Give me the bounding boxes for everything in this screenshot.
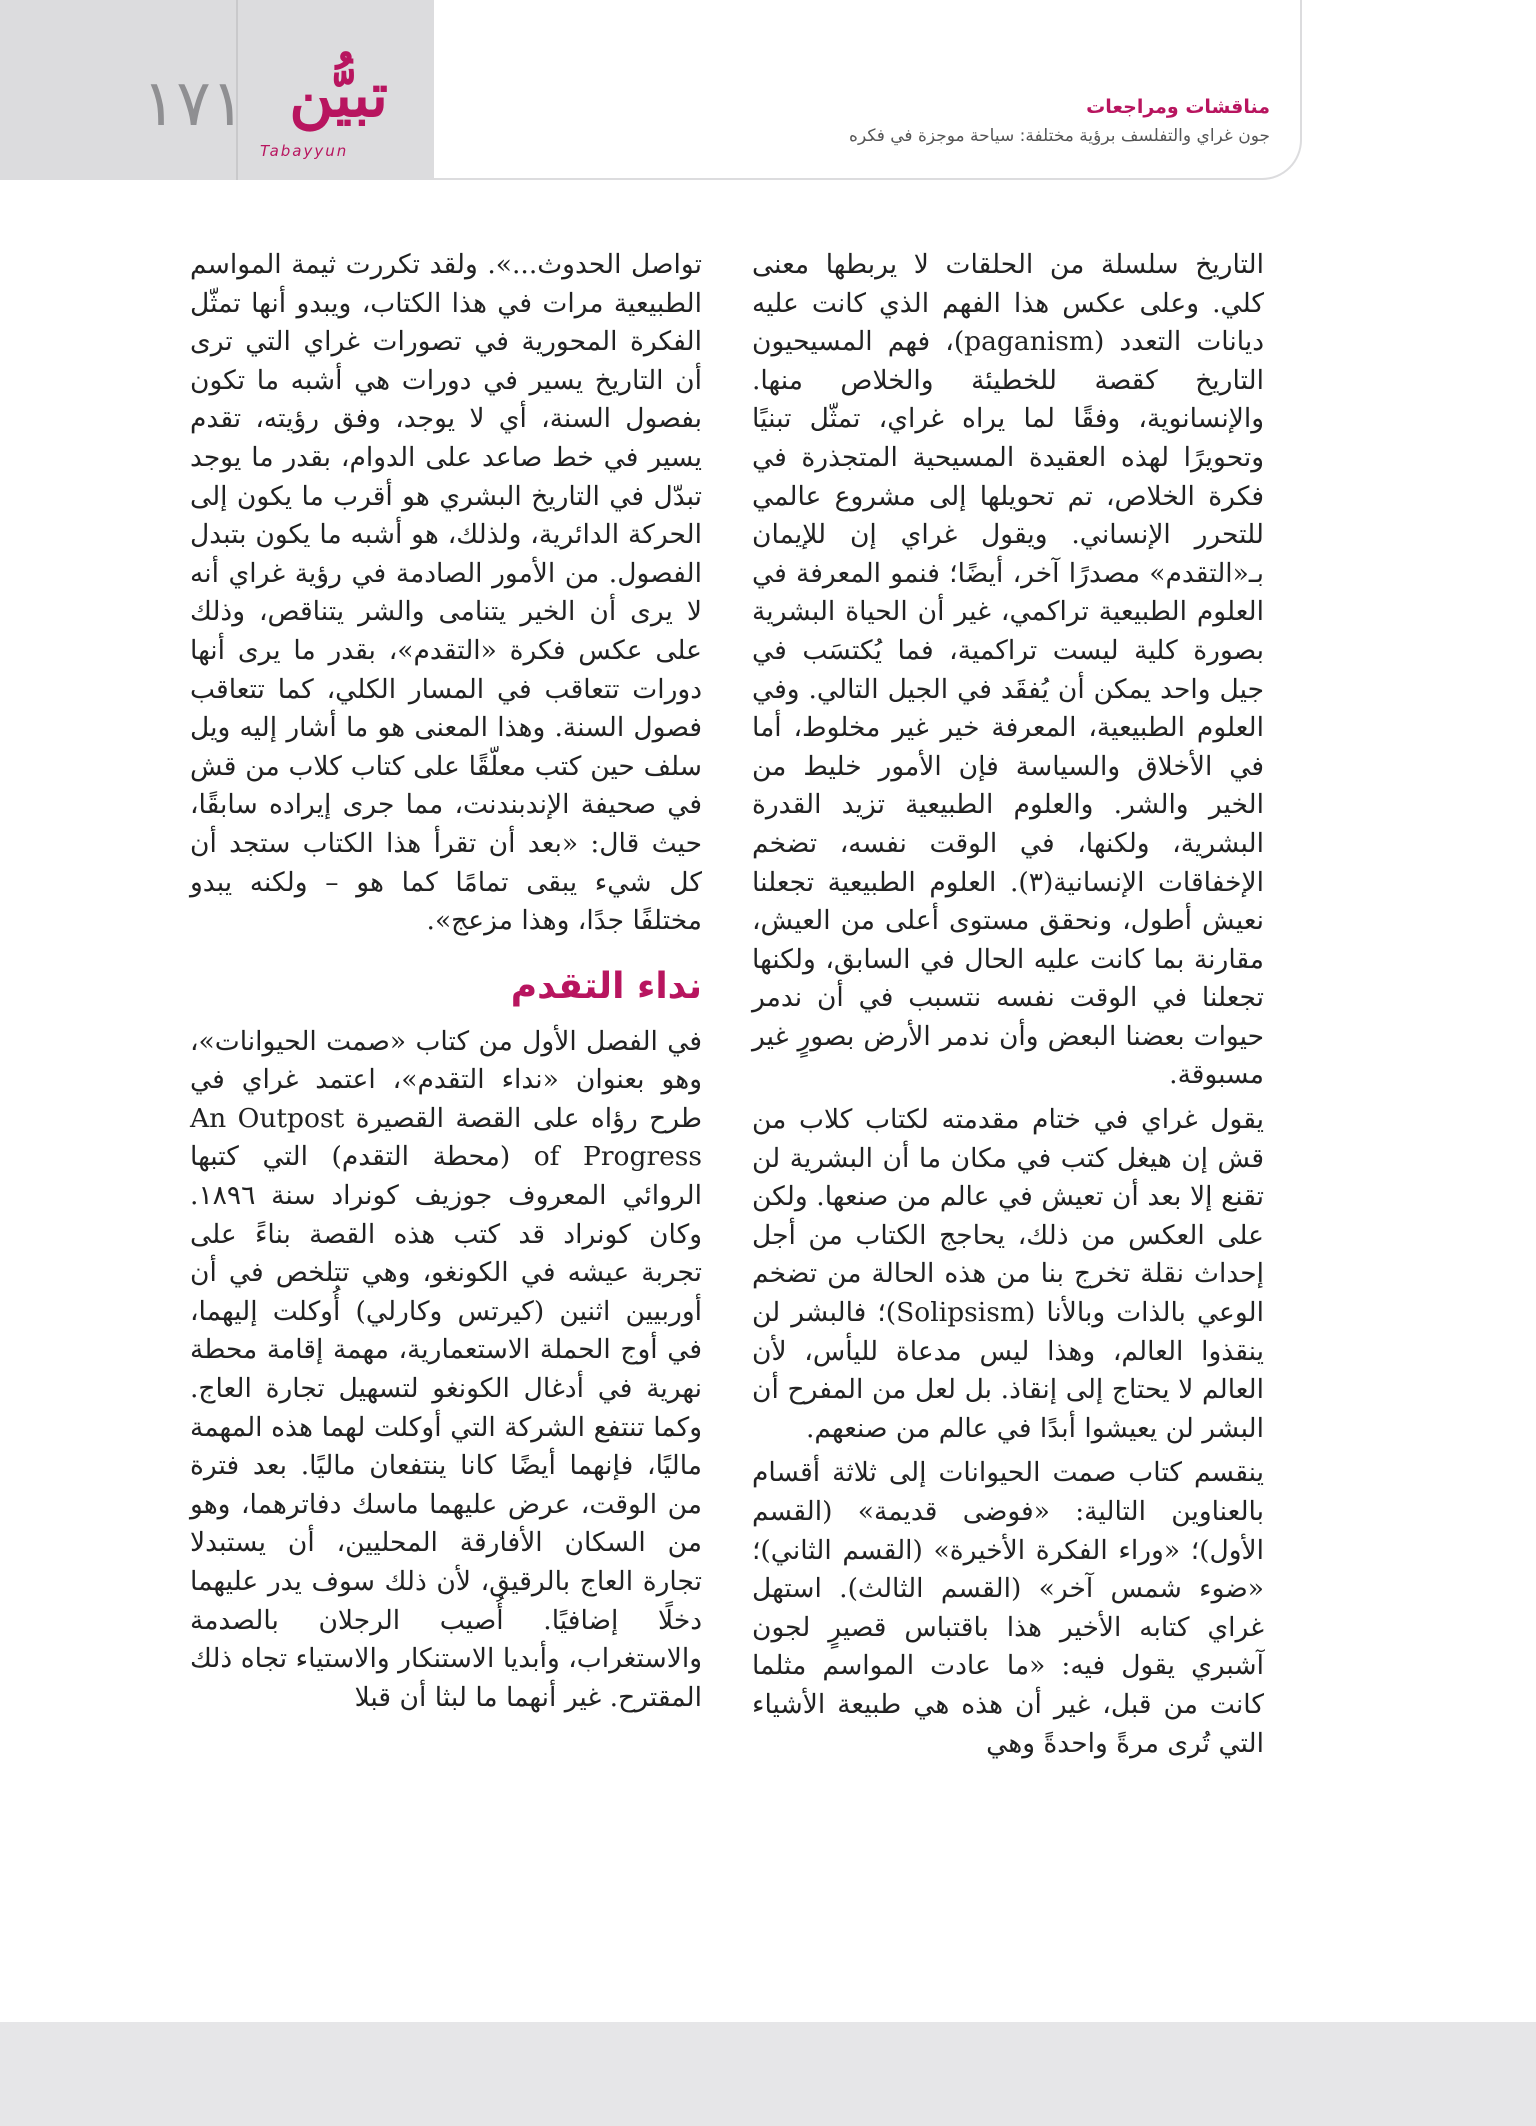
page-number: ١٧١: [142, 67, 246, 141]
article-title: جون غراي والتفلسف برؤية مختلفة: سياحة موجزة في فكره: [849, 126, 1270, 146]
paragraph: التاريخ سلسلة من الحلقات لا يربطها معنى كلي. وعلى عكس هذا الفهم الذي كانت عليه ديانات التعدد (paganism)، فهم المسيحيون التاريخ كقصة للخطيئة والخلاص منها. والإنسانوية، وفقًا لما يراه غراي، تمثّل تبنيًا وتحويرًا لهذه العقيدة المسيحية المتجذرة في فكرة الخلاص، تم تحويلها إلى مشروع عالمي للتحرر الإنساني. ويقول غراي إن للإيمان بـ«التقدم» مصدرًا آخر، أيضًا؛ فنمو المعرفة في العلوم الطبيعية تراكمي، غير أن الحياة البشرية بصورة كلية ليست تراكمية، فما يُكتسَب في جيل واحد يمكن أن يُفقَد في الجيل التالي. وفي العلوم الطبيعية، المعرفة خير غير مخلوط، أما في الأخلاق والسياسة فإن الأمور خليط من الخير والشر. والعلوم الطبيعية تزيد القدرة البشرية، ولكنها، في الوقت نفسه، تضخم الإخفاقات الإنسانية(٣). العلوم الطبيعية تجعلنا نعيش أطول، ونحقق مستوى أعلى من العيش، مقارنة بما كانت عليه الحال في السابق، ولكنها تجعلنا في الوقت نفسه نتسبب في أن ندمر حيوات بعضنا البعض وأن ندمر الأرض بصورٍ غير مسبوقة.: [752, 249, 1264, 1091]
header-title-panel: [434, 0, 1302, 180]
section-title: مناقشات ومراجعات: [1086, 96, 1270, 118]
text-column-left: [190, 246, 702, 1723]
paragraph: ينقسم كتاب صمت الحيوانات إلى ثلاثة أقسام بالعناوين التالية: «فوضى قديمة» (القسم الأول)؛ «وراء الفكرة الأخيرة» (القسم الثاني)؛ «ضوء شمس آخر» (القسم الثالث). استهل غراي كتابه الأخير هذا باقتباس قصيرٍ لجون آشبري يقول فيه: «ما عادت المواسم مثلما كانت من قبل، غير أن هذه هي طبيعة الأشياء التي تُرى مرةً واحدةً وهي: [752, 1457, 1264, 1759]
tabayyun-logo: [252, 61, 402, 166]
paragraph: تواصل الحدوث...». ولقد تكررت ثيمة المواسم الطبيعية مرات في هذا الكتاب، ويبدو أنها تمثّل الفكرة المحورية في تصورات غراي التي ترى أن التاريخ يسير في دورات هي أشبه ما تكون بفصول السنة، أي لا يوجد، وفق رؤيته، تقدم يسير في خط صاعد على الدوام، بقدر ما يوجد تبدّل في التاريخ البشري هو أقرب ما يكون إلى الحركة الدائرية، ولذلك، هو أشبه ما يكون بتبدل الفصول. من الأمور الصادمة في رؤية غراي أنه لا يرى أن الخير يتنامى والشر يتناقص، وذلك على عكس فكرة «التقدم»، بقدر ما يرى أنها دورات تتعاقب في المسار الكلي، كما تتعاقب فصول السنة. وهذا المعنى هو ما أشار إليه ويل سلف حين كتب معلّقًا على كتاب كلاب من قش في صحيفة الإندبندنت، مما جرى إيراده سابقًا، حيث قال: «بعد أن تقرأ هذا الكتاب ستجد أن كل شيء يبقى تمامًا كما هو – ولكنه يبدو مختلفًا جدًا، وهذا مزعج».: [190, 249, 702, 937]
text-column-right: [752, 246, 1264, 1769]
paragraph: يقول غراي في ختام مقدمته لكتاب كلاب من قش إن هيغل كتب في مكان ما أن البشرية لن تقنع إلا بعد أن تعيش في عالم من صنعها. ولكن على العكس من ذلك، يحاجج الكتاب من أجل إحداث نقلة تخرج بنا من هذه الحالة من تضخم الوعي بالذات وبالأنا (Solipsism)؛ فالبشر لن ينقذوا العالم، وهذا ليس مدعاة لليأس، لأن العالم لا يحتاج إلى إنقاذ. بل لعل من المفرح أن البشر لن يعيشوا أبدًا في عالم من صنعهم.: [752, 1104, 1264, 1444]
paragraph: في الفصل الأول من كتاب «صمت الحيوانات»، وهو بعنوان «نداء التقدم»، اعتمد غراي في طرح رؤاه على القصة القصيرة An Outpost of Progress (محطة التقدم) التي كتبها الروائي المعروف جوزيف كونراد سنة ١٨٩٦. وكان كونراد قد كتب هذه القصة بناءً على تجربة عيشه في الكونغو، وهي تتلخص في أن أوربيين اثنين (كيرتس وكارلي) أُوكلت إليهما، في أوج الحملة الاستعمارية، مهمة إقامة محطة نهرية في أدغال الكونغو لتسهيل تجارة العاج. وكما تنتفع الشركة التي أوكلت لهما هذه المهمة ماليًا، فإنهما أيضًا كانا ينتفعان ماليًا. بعد فترة من الوقت، عرض عليهما ماسك دفاترهما، وهو من السكان الأفارقة المحليين، أن يستبدلا تجارة العاج بالرقيق، لأن ذلك سوف يدر عليهما دخلًا إضافيًا. أُصيب الرجلان بالصدمة والاستغراب، وأبديا الاستنكار والاستياء تجاه ذلك المقترح. غير أنهما ما لبثا أن قبلا: [190, 1025, 702, 1713]
logo-latin-text: Tabayyun: [260, 142, 349, 160]
section-subheading: نداء التقدم: [510, 965, 702, 1007]
logo-arabic-text: تبيُّن: [289, 61, 388, 131]
footer-band: [0, 2022, 1536, 2126]
